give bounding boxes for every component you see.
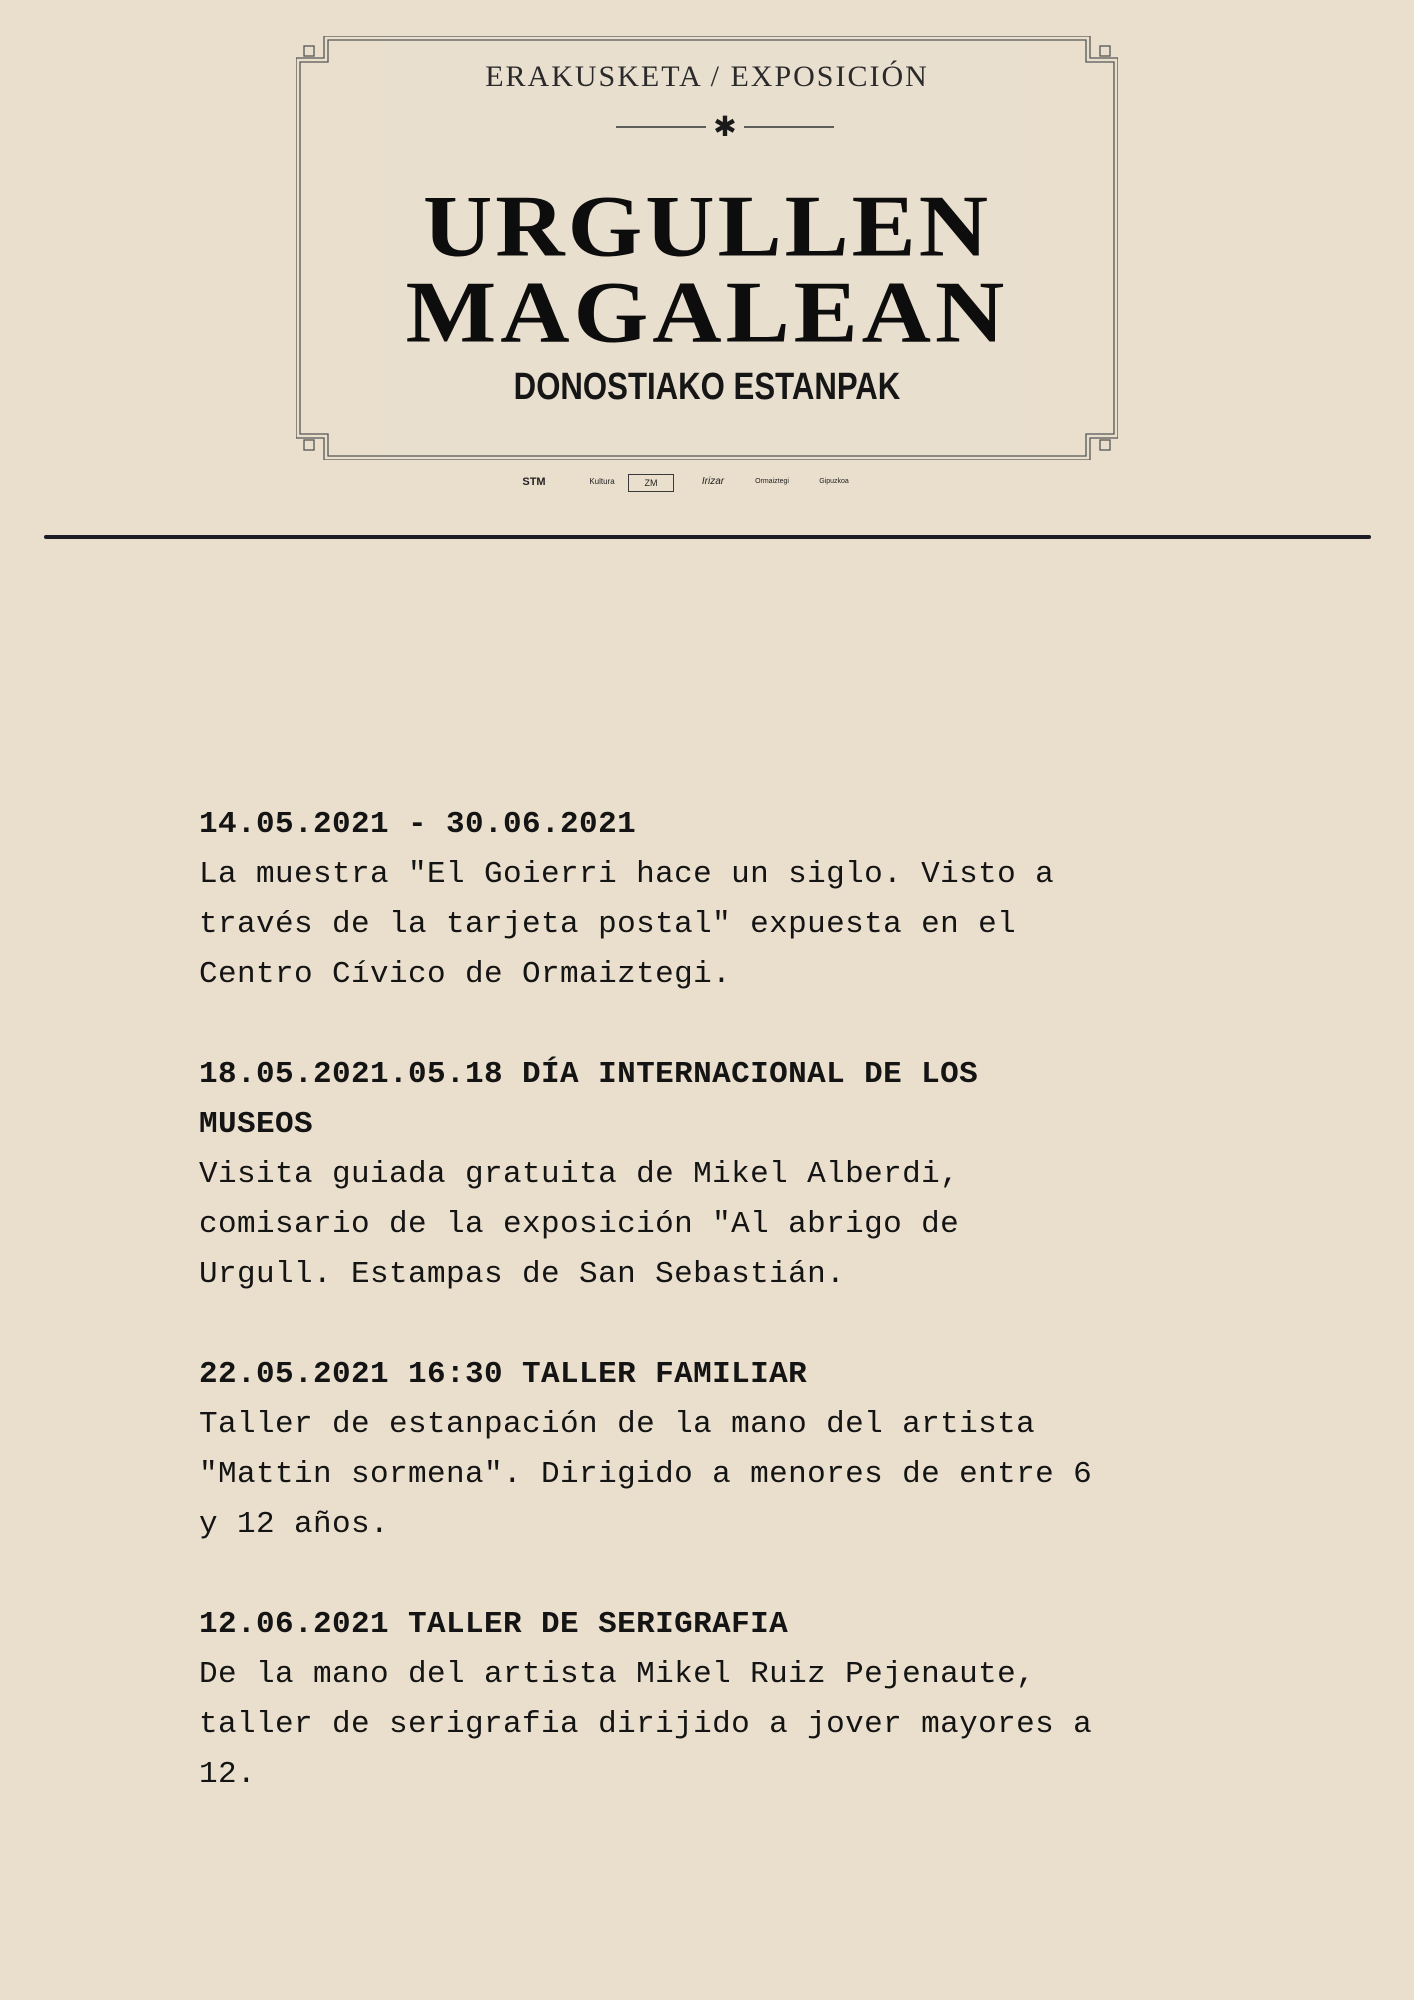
event-description-line: y 12 años. <box>199 1507 390 1542</box>
sponsor-logo: Gipuzkoa <box>819 478 849 485</box>
sponsor-logo: Ormaiztegi <box>755 478 789 485</box>
header-divider <box>44 535 1371 539</box>
svg-text:✱: ✱ <box>713 112 737 142</box>
event-description-line: "Mattin sormena". Dirigido a menores de entre 6 <box>199 1457 1093 1492</box>
event-item <box>199 1050 1229 1300</box>
exhibition-banner <box>296 36 1118 460</box>
event-description-line: taller de serigrafia dirijido a jover mayores a <box>199 1707 1093 1742</box>
event-heading: 14.05.2021 - 30.06.2021 <box>199 807 637 842</box>
exhibition-title-line2: MAGALEAN <box>405 262 1009 361</box>
event-description-line: Taller de estanpación de la mano del artista <box>199 1407 1036 1442</box>
event-description-line: Urgull. Estampas de San Sebastián. <box>199 1257 846 1292</box>
event-description-line: través de la tarjeta postal" expuesta en el <box>199 907 1017 942</box>
event-heading: 18.05.2021.05.18 DÍA INTERNACIONAL DE LOS <box>199 1057 979 1092</box>
event-list <box>199 800 1229 1850</box>
event-item <box>199 1350 1229 1550</box>
event-heading: 22.05.2021 16:30 TALLER FAMILIAR <box>199 1357 808 1392</box>
sponsor-logo: STM <box>522 476 546 488</box>
exhibition-subtitle: ERAKUSKETA / EXPOSICIÓN <box>485 60 929 93</box>
exhibition-title-line1: URGULLEN <box>422 176 992 275</box>
event-description-line: 12. <box>199 1757 257 1792</box>
sponsor-logos <box>520 468 860 498</box>
event-item <box>199 800 1229 1000</box>
exhibition-tagline: DONOSTIAKO ESTANPAK <box>513 366 901 408</box>
event-description-line: De la mano del artista Mikel Ruiz Pejenaute, <box>199 1657 1036 1692</box>
event-description-line: comisario de la exposición "Al abrigo de <box>199 1207 960 1242</box>
event-heading: MUSEOS <box>199 1107 314 1142</box>
sponsor-logo: Irizar <box>701 476 725 487</box>
event-description-line: Visita guiada gratuita de Mikel Alberdi, <box>199 1157 960 1192</box>
sponsor-logo: ZM <box>628 474 674 492</box>
event-heading: 12.06.2021 TALLER DE SERIGRAFIA <box>199 1607 789 1642</box>
asterisk-ornament-icon <box>616 112 834 142</box>
event-description-line: Centro Cívico de Ormaiztegi. <box>199 957 732 992</box>
sponsor-logo: Kultura <box>589 477 615 486</box>
event-description-line: La muestra "El Goierri hace un siglo. Visto a <box>199 857 1055 892</box>
event-item <box>199 1600 1229 1800</box>
